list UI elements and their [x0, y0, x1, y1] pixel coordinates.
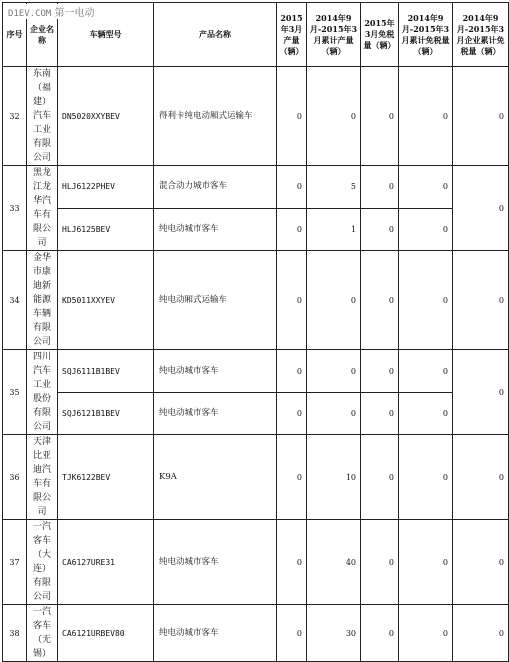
cell-cum-output: 40: [307, 520, 361, 605]
header-mar2015-exempt: 2015年3月免税量（辆）: [361, 3, 399, 67]
cell-product: 纯电动厢式运输车: [154, 251, 277, 350]
cell-cum-output: 0: [307, 67, 361, 166]
cell-seq: 34: [3, 251, 27, 350]
cell-cum-output: 5: [307, 166, 361, 209]
header-cum-exempt: 2014年9月-2015年3月累计免税量（辆）: [399, 3, 453, 67]
cell-cum-exempt: 0: [399, 166, 453, 209]
cell-company-cum-exempt: 0: [453, 435, 509, 520]
cell-company: 一汽客车（大连）有限公司: [27, 520, 58, 605]
cell-mar2015-output: 0: [277, 393, 307, 435]
cell-model: TJK6122BEV: [58, 435, 154, 520]
cell-company-cum-exempt: 0: [453, 67, 509, 166]
cell-mar2015-exempt: 0: [361, 67, 399, 166]
cell-company-cum-exempt: 0: [453, 251, 509, 350]
cell-model: CA6121URBEV80: [58, 605, 154, 662]
cell-company: 黑龙江龙华汽车有限公司: [27, 166, 58, 251]
cell-mar2015-exempt: 0: [361, 435, 399, 520]
cell-seq: 35: [3, 350, 27, 435]
header-product: 产品名称: [154, 3, 277, 67]
cell-mar2015-exempt: 0: [361, 605, 399, 662]
cell-model: KD5011XXYEV: [58, 251, 154, 350]
header-seq: 序号: [3, 3, 27, 67]
cell-mar2015-output: 0: [277, 520, 307, 605]
watermark-name: 第一电动: [54, 8, 95, 19]
cell-company-cum-exempt: 0: [453, 166, 509, 251]
cell-cum-exempt: 0: [399, 251, 453, 350]
table-row: [3, 208, 509, 251]
cell-product: 得利卡纯电动厢式运输车: [154, 67, 277, 166]
cell-model: SQJ6111B1BEV: [58, 350, 154, 393]
cell-company: 一汽客车（无锡）: [27, 605, 58, 662]
watermark-site: D1EV.COM: [8, 9, 52, 19]
cell-cum-output: 30: [307, 605, 361, 662]
cell-cum-exempt: 0: [399, 393, 453, 435]
cell-mar2015-exempt: 0: [361, 520, 399, 605]
table-row: [3, 435, 509, 520]
cell-cum-exempt: 0: [399, 605, 453, 662]
cell-product: 纯电动城市客车: [154, 350, 277, 393]
cell-product: K9A: [154, 435, 277, 520]
cell-company-cum-exempt: 0: [453, 605, 509, 662]
cell-cum-exempt: 0: [399, 520, 453, 605]
cell-product: 纯电动城市客车: [154, 605, 277, 662]
cell-mar2015-output: 0: [277, 208, 307, 251]
cell-mar2015-output: 0: [277, 251, 307, 350]
cell-product: 纯电动城市客车: [154, 208, 277, 251]
cell-mar2015-exempt: 0: [361, 251, 399, 350]
cell-cum-exempt: 0: [399, 435, 453, 520]
cell-model: HLJ6122PHEV: [58, 166, 154, 209]
cell-seq: 32: [3, 67, 27, 166]
cell-mar2015-output: 0: [277, 166, 307, 209]
cell-company-cum-exempt: 0: [453, 350, 509, 435]
cell-company: 东南（福建）汽车工业有限公司: [27, 67, 58, 166]
vehicle-tax-exemption-table: [2, 2, 509, 662]
cell-mar2015-output: 0: [277, 350, 307, 393]
cell-mar2015-exempt: 0: [361, 350, 399, 393]
cell-company: 金华市康迪新能源车辆有限公司: [27, 251, 58, 350]
table-row: [3, 605, 509, 662]
table-row: [3, 251, 509, 350]
cell-cum-exempt: 0: [399, 208, 453, 251]
cell-seq: 33: [3, 166, 27, 251]
table-row: [3, 520, 509, 605]
cell-cum-output: 10: [307, 435, 361, 520]
cell-model: HLJ6125BEV: [58, 208, 154, 251]
table-row: [3, 350, 509, 393]
cell-company-cum-exempt: 0: [453, 520, 509, 605]
cell-model: SQJ6121B1BEV: [58, 393, 154, 435]
cell-model: CA6127URE31: [58, 520, 154, 605]
cell-mar2015-exempt: 0: [361, 393, 399, 435]
header-mar2015-output: 2015年3月产量（辆）: [277, 3, 307, 67]
table-row: [3, 166, 509, 209]
cell-cum-exempt: 0: [399, 67, 453, 166]
header-model: 车辆型号: [58, 3, 154, 67]
cell-mar2015-exempt: 0: [361, 166, 399, 209]
header-cum-output: 2014年9月-2015年3月累计产量（辆）: [307, 3, 361, 67]
table-row: [3, 67, 509, 166]
header-company: 企业名称: [27, 3, 58, 67]
cell-product: 纯电动城市客车: [154, 393, 277, 435]
cell-cum-exempt: 0: [399, 350, 453, 393]
cell-cum-output: 0: [307, 350, 361, 393]
cell-cum-output: 0: [307, 393, 361, 435]
cell-product: 纯电动城市客车: [154, 520, 277, 605]
cell-mar2015-output: 0: [277, 435, 307, 520]
cell-mar2015-output: 0: [277, 67, 307, 166]
cell-product: 混合动力城市客车: [154, 166, 277, 209]
cell-company: 四川汽车工业股份有限公司: [27, 350, 58, 435]
table-row: [3, 393, 509, 435]
cell-seq: 37: [3, 520, 27, 605]
watermark: [6, 4, 97, 19]
cell-mar2015-output: 0: [277, 605, 307, 662]
cell-seq: 36: [3, 435, 27, 520]
cell-seq: 38: [3, 605, 27, 662]
cell-company: 天津比亚迪汽车有限公司: [27, 435, 58, 520]
cell-cum-output: 0: [307, 251, 361, 350]
cell-model: DN5020XXYBEV: [58, 67, 154, 166]
cell-mar2015-exempt: 0: [361, 208, 399, 251]
header-company-cum-exempt: 2014年9月-2015年3月企业累计免税量（辆）: [453, 3, 509, 67]
cell-cum-output: 1: [307, 208, 361, 251]
